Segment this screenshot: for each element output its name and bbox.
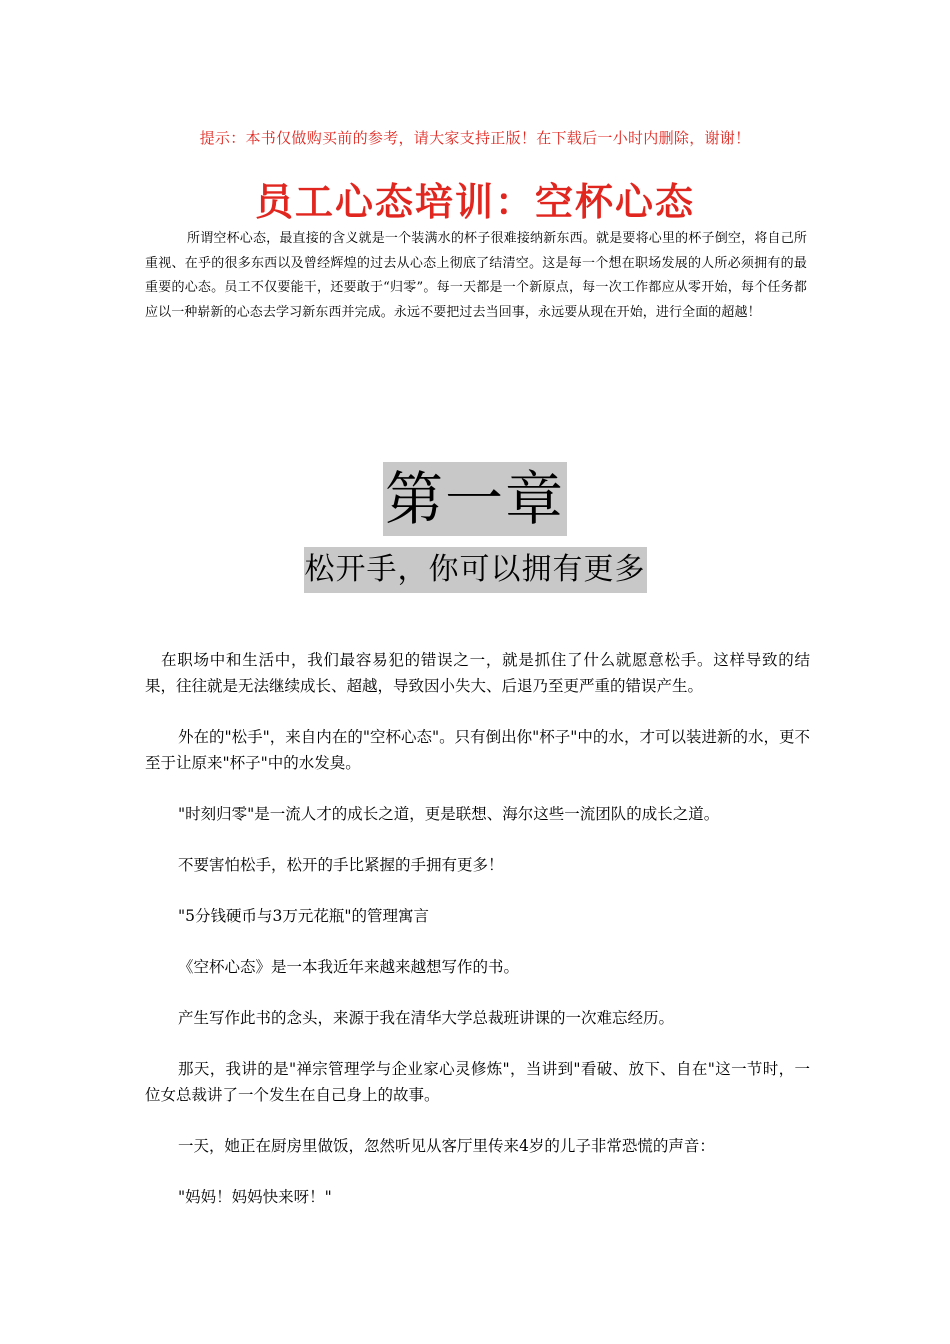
chapter-subtitle-container bbox=[0, 547, 950, 593]
body-paragraph: "时刻归零"是一流人才的成长之道，更是联想、海尔这些一流团队的成长之道。 bbox=[178, 805, 720, 823]
body-paragraph: 外在的"松手"，来自内在的"空杯心态"。只有倒出你"杯子"中的水，才可以装进新的水，更不至于让原来"杯子"中的水发臭。 bbox=[145, 728, 810, 772]
chapter-heading-container bbox=[0, 462, 950, 536]
intro-paragraph: 所谓空杯心态，最直接的含义就是一个装满水的杯子很难接纳新东西。就是要将心里的杯子倒空，将自己所重视、在乎的很多东西以及曾经辉煌的过去从心态上彻底了结清空。这是每一个想在职场发展的人所必须拥有的最重要的心态。员工不仅要能干，还要敢于“归零”。每一天都是一个新原点，每一次工作都应从零开始，每个任务都应以一种崭新的心态去学习新东西并完成。永远不要把过去当回事，永远要从现在开始，进行全面的超越！ bbox=[145, 231, 807, 320]
body-paragraph: 《空杯心态》是一本我近年来越来越想写作的书。 bbox=[178, 958, 520, 976]
chapter-subtitle: 松开手，你可以拥有更多 bbox=[304, 547, 647, 593]
body-paragraph: 产生写作此书的念头，来源于我在清华大学总裁班讲课的一次难忘经历。 bbox=[178, 1009, 675, 1027]
body-paragraph: "妈妈！妈妈快来呀！" bbox=[178, 1188, 332, 1206]
body-paragraph: 在职场中和生活中，我们最容易犯的错误之一，就是抓住了什么就愿意松手。这样导致的结果，往往就是无法继续成长、超越，导致因小失大、后退乃至更严重的错误产生。 bbox=[145, 651, 810, 695]
body-text bbox=[145, 647, 810, 1235]
body-paragraph: "5分钱硬币与3万元花瓶"的管理寓言 bbox=[178, 907, 429, 925]
body-paragraph: 那天，我讲的是"禅宗管理学与企业家心灵修炼"，当讲到"看破、放下、自在"这一节时，一位女总裁讲了一个发生在自己身上的故事。 bbox=[145, 1060, 810, 1104]
body-paragraph: 一天，她正在厨房里做饭，忽然听见从客厅里传来4岁的儿子非常恐慌的声音： bbox=[178, 1137, 715, 1155]
copyright-notice: 提示：本书仅做购买前的参考，请大家支持正版！在下载后一小时内删除，谢谢！ bbox=[199, 129, 751, 147]
chapter-heading: 第一章 bbox=[383, 462, 567, 536]
body-paragraph: 不要害怕松手，松开的手比紧握的手拥有更多！ bbox=[178, 856, 504, 874]
document-title: 员工心态培训：空杯心态 bbox=[254, 179, 695, 224]
